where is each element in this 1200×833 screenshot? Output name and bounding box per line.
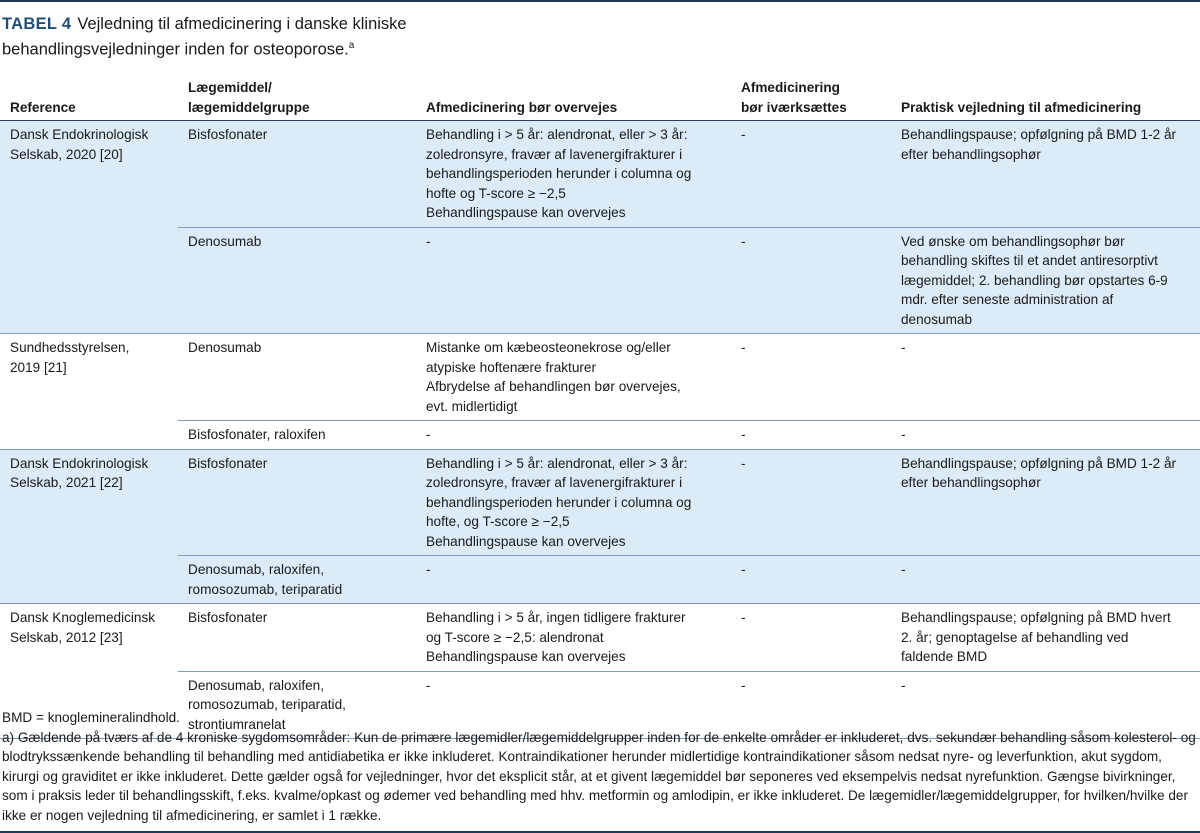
consider-cell: Behandling i > 5 år, ingen tidligere frakturer og T-score ≥ −2,5: alendronat Behandlingspause kan overvejes [416,604,731,672]
header-practical: Praktisk vejledning til afmedicinering [891,78,1200,121]
consider-cell: - [416,227,731,334]
consider-cell: Behandling i > 5 år: alendronat, eller > 3 år: zoledronsyre, fravær af lavenergifrakturer i behandlingsperioden herunder i columna og hofte og T-score ≥ −2,5 Behandlingspause kan overvejes [416,121,731,228]
top-rule [0,0,1200,2]
header-consider: Afmedicinering bør overvejes [416,78,731,121]
initiate-cell: - [731,556,891,604]
drug-cell: Bisfosfonater [178,121,416,228]
initiate-cell: - [731,604,891,672]
practical-cell: - [891,671,1200,739]
initiate-cell: - [731,671,891,739]
footnote-a: a) Gældende på tværs af de 4 kroniske sygdomsområder: Kun de primære lægemidler/lægemiddelgrupper inden for de enkelte områder er inkluderet, dvs. sekundær behandling såsom kolesterol- og blodtrykssænkende behandling til behandling med antidiabetika er ikke inkluderet. Kontraindikationer herunder midlertidige kontraindikationer såsom nedsat nyre- og leverfunktion, akut sygdom, kirurgi og graviditet er ikke inkluderet. Dette gælder også for vejledninger, hvor det eksplicit står, at et givent lægemiddel bør seponeres ved eksempelvis nedsat nyrefunktion. Gængse bivirkninger, som i praksis leder til behandlingsskift, f.eks. kvalme/opkast og ødemer ved behandling med hhv. metformin og amlodipin, er ikke inkluderet. De lægemidler/lægemiddelgrupper, for hvilken/hvilke der ikke er nogen vejledning til afmedicinering, er samlet i 1 række. [2,729,1196,823]
header-initiate: Afmedicinering bør iværksættes [731,78,891,121]
header-reference: Reference [0,78,178,121]
table-label: TABEL 4 [2,15,72,33]
header-row [0,78,1200,121]
reference-cell: Dansk Knoglemedicinsk Selskab, 2012 [23] [0,604,178,739]
caption-text: Vejledning til afmedicinering i danske kliniske behandlingsvejledninger inden for osteoporose. [2,15,407,59]
drug-cell: Denosumab [178,227,416,334]
consider-cell: - [416,556,731,604]
initiate-cell: - [731,449,891,556]
drug-cell: Denosumab [178,334,416,421]
header-drug: Lægemiddel/ lægemiddelgruppe [178,78,416,121]
consider-cell: - [416,421,731,450]
table-row [0,449,1200,556]
table-row [0,604,1200,672]
drug-cell: Bisfosfonater, raloxifen [178,421,416,450]
table-row [0,421,1200,450]
initiate-cell: - [731,334,891,421]
drug-cell: Denosumab, raloxifen, romosozumab, teriparatid, strontiumranelat [178,671,416,739]
reference-cell: Dansk Endokrinologisk Selskab, 2021 [22] [0,449,178,604]
drug-cell: Bisfosfonater [178,604,416,672]
practical-cell: - [891,421,1200,450]
drug-cell: Denosumab, raloxifen, romosozumab, teriparatid [178,556,416,604]
consider-cell: - [416,671,731,739]
drug-cell: Bisfosfonater [178,449,416,556]
caption-footnote-mark: a [348,40,355,51]
table-row [0,121,1200,228]
reference-cell: Dansk Endokrinologisk Selskab, 2020 [20] [0,121,178,334]
initiate-cell: - [731,121,891,228]
practical-cell: - [891,334,1200,421]
initiate-cell: - [731,227,891,334]
table-caption [2,14,702,61]
practical-cell: Behandlingspause; opfølgning på BMD 1-2 år efter behandlingsophør [891,121,1200,228]
practical-cell: Ved ønske om behandlingsophør bør behandling skiftes til et andet antiresorptivt lægemiddel; 2. behandling bør opstartes 6-9 mdr. efter seneste administration af denosumab [891,227,1200,334]
practical-cell: Behandlingspause; opfølgning på BMD hvert 2. år; genoptagelse af behandling ved faldende BMD [891,604,1200,672]
consider-cell: Mistanke om kæbeosteonekrose og/eller atypiske hoftenære frakturer Afbrydelse af behandlingen bør overvejes, evt. midlertidigt [416,334,731,421]
practical-cell: - [891,556,1200,604]
table-row [0,227,1200,334]
abbreviation-note: BMD = knoglemineralindhold. [2,710,180,725]
table-notes [2,708,1197,825]
practical-cell: Behandlingspause; opfølgning på BMD 1-2 år efter behandlingsophør [891,449,1200,556]
deprescribing-table [0,78,1200,739]
initiate-cell: - [731,421,891,450]
consider-cell: Behandling i > 5 år: alendronat, eller > 3 år: zoledronsyre, fravær af lavenergifrakturer i behandlingsperioden herunder i columna og hofte, og T-score ≥ −2,5 Behandlingspause kan overvejes [416,449,731,556]
table-row [0,556,1200,604]
table-row [0,334,1200,421]
reference-cell: Sundhedsstyrelsen, 2019 [21] [0,334,178,450]
